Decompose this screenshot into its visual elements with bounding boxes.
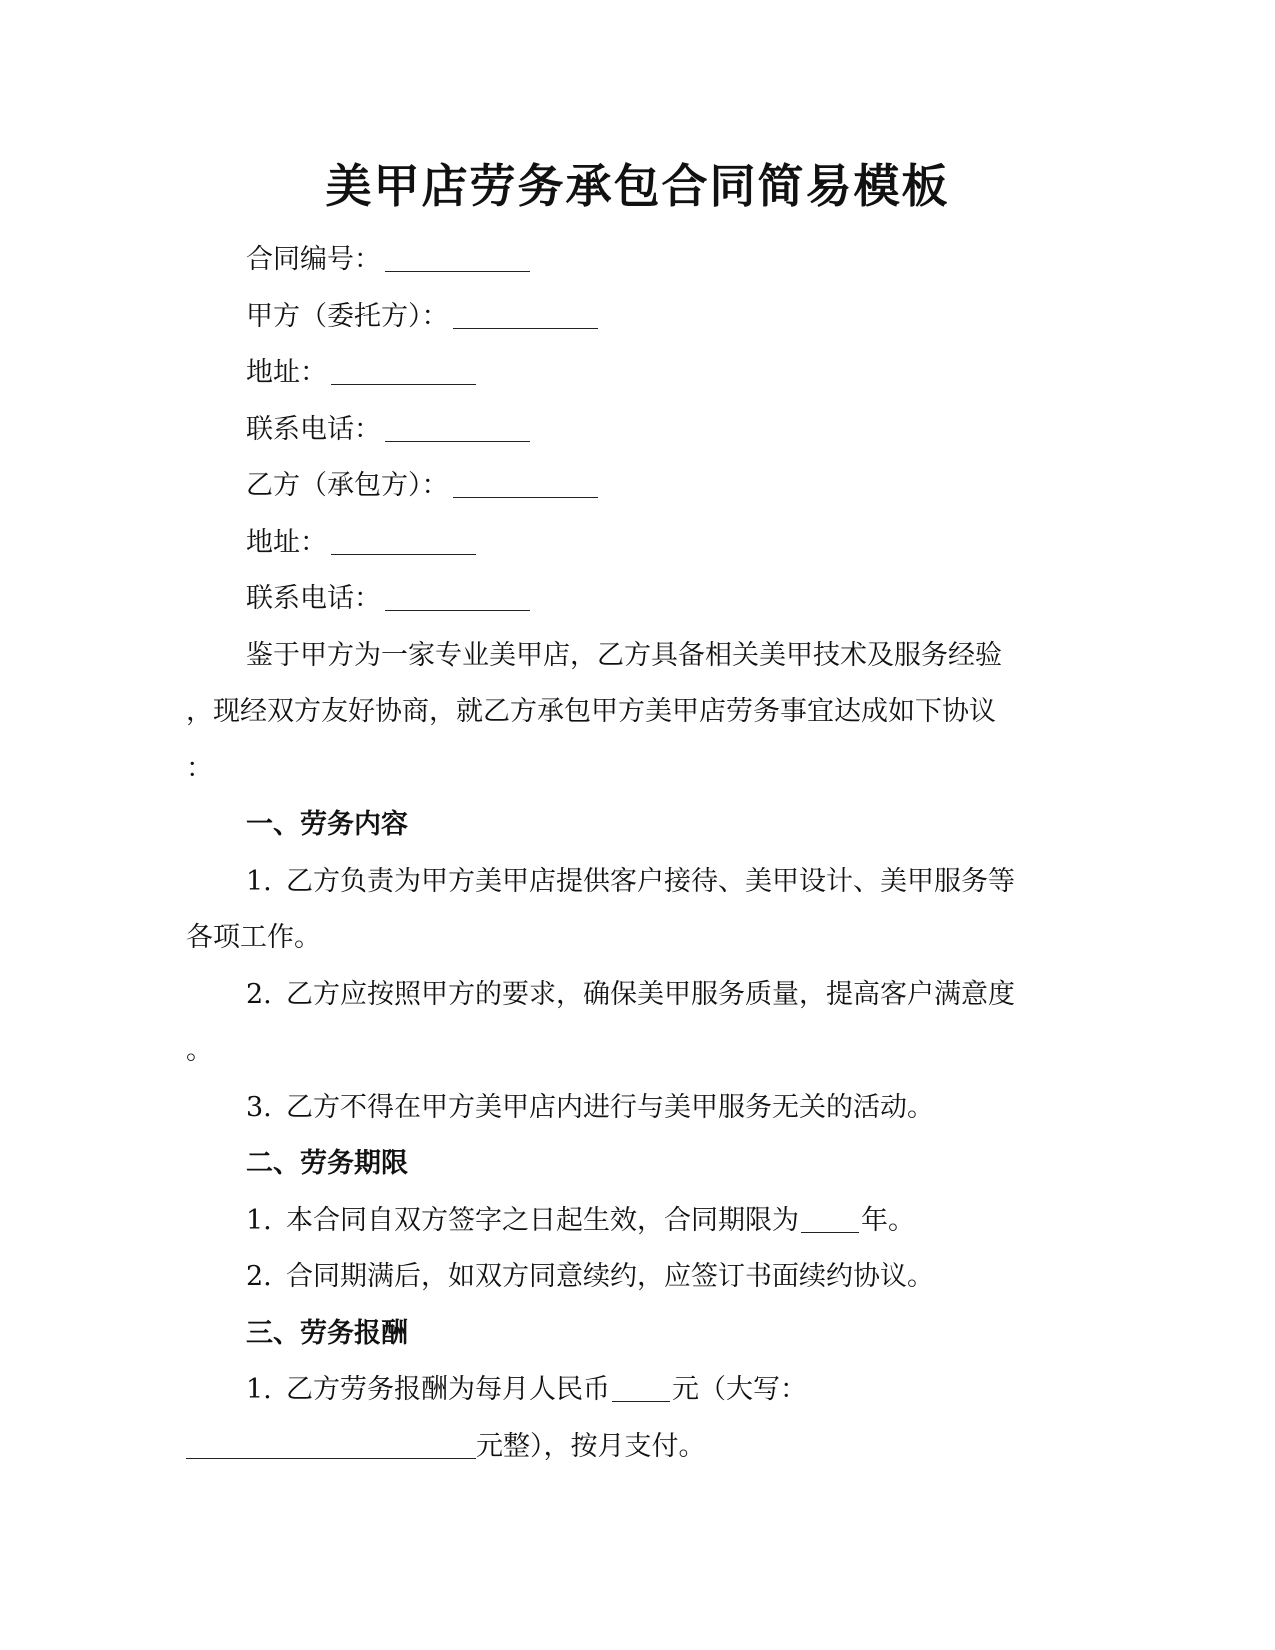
field-label: 地址： <box>246 526 327 558</box>
clause-text: 本合同自双方签字之日起生效，合同期限为 <box>286 1204 799 1236</box>
clause-number: 1. <box>246 865 272 897</box>
clause-number: 1. <box>246 1374 272 1405</box>
field-party-b <box>186 458 1086 515</box>
clause-line <box>186 854 1086 911</box>
field-label: 乙方（承包方）： <box>246 470 449 501</box>
blank-line <box>385 245 530 272</box>
section-heading: 三、劳务报酬 <box>246 1317 408 1349</box>
clause-text: 年。 <box>861 1204 915 1236</box>
field-label: 联系电话： <box>246 413 381 445</box>
preamble-line-2: ，现经双方友好协商，就乙方承包甲方美甲店劳务事宜达成如下协议 <box>186 696 996 727</box>
clause-text: 乙方负责为甲方美甲店提供客户接待、美甲设计、美甲服务等 <box>286 865 1015 897</box>
clause-text: 乙方劳务报酬为每月人民币 <box>286 1374 610 1405</box>
clause-number: 2. <box>246 978 272 1010</box>
blank-line <box>453 471 598 498</box>
clause-number: 1. <box>246 1204 272 1236</box>
field-contract-no <box>186 232 1086 289</box>
blank-line <box>331 358 476 385</box>
preamble-line-3: ： <box>186 752 213 784</box>
preamble-line-1: 鉴于甲方为一家专业美甲店，乙方具备相关美甲技术及服务经验 <box>246 639 1002 671</box>
field-party-a <box>186 289 1086 346</box>
section-heading: 二、劳务期限 <box>246 1148 408 1179</box>
blank-line <box>385 584 530 611</box>
clause-line <box>186 967 1086 1024</box>
clause-continuation: 。 <box>186 1035 213 1066</box>
clause-number: 3. <box>246 1091 272 1123</box>
blank-line <box>385 415 530 442</box>
section-heading: 一、劳务内容 <box>246 809 408 840</box>
clause-text: 合同期满后，如双方同意续约，应签订书面续约协议。 <box>286 1261 934 1292</box>
clause-line <box>186 1193 1086 1250</box>
clause-text: 乙方应按照甲方的要求，确保美甲服务质量，提高客户满意度 <box>286 978 1015 1010</box>
blank-line <box>453 302 598 329</box>
clause-line <box>186 1249 1086 1306</box>
clause-continuation <box>186 1419 1086 1476</box>
document-body <box>186 232 1086 1475</box>
field-address-a <box>186 345 1086 402</box>
clause-text: 乙方不得在甲方美甲店内进行与美甲服务无关的活动。 <box>286 1091 934 1123</box>
clause-text: 元整），按月支付。 <box>476 1430 706 1462</box>
document-title: 美甲店劳务承包合同简易模板 <box>325 159 950 213</box>
field-label: 地址： <box>246 357 327 388</box>
blank-line <box>186 1432 476 1459</box>
field-label: 合同编号： <box>246 244 381 275</box>
field-label: 联系电话： <box>246 583 381 614</box>
field-label: 甲方（委托方）： <box>246 300 449 332</box>
blank-line <box>331 528 476 555</box>
blank-line <box>801 1206 859 1233</box>
clause-text: 元（大写： <box>672 1374 807 1405</box>
clause-number: 2. <box>246 1261 272 1292</box>
clause-continuation: 各项工作。 <box>186 922 321 953</box>
field-address-b <box>186 515 1086 572</box>
field-phone-b <box>186 571 1086 628</box>
field-phone-a <box>186 402 1086 459</box>
blank-line <box>612 1375 670 1402</box>
clause-line <box>186 1362 1086 1419</box>
clause-line <box>186 1080 1086 1137</box>
